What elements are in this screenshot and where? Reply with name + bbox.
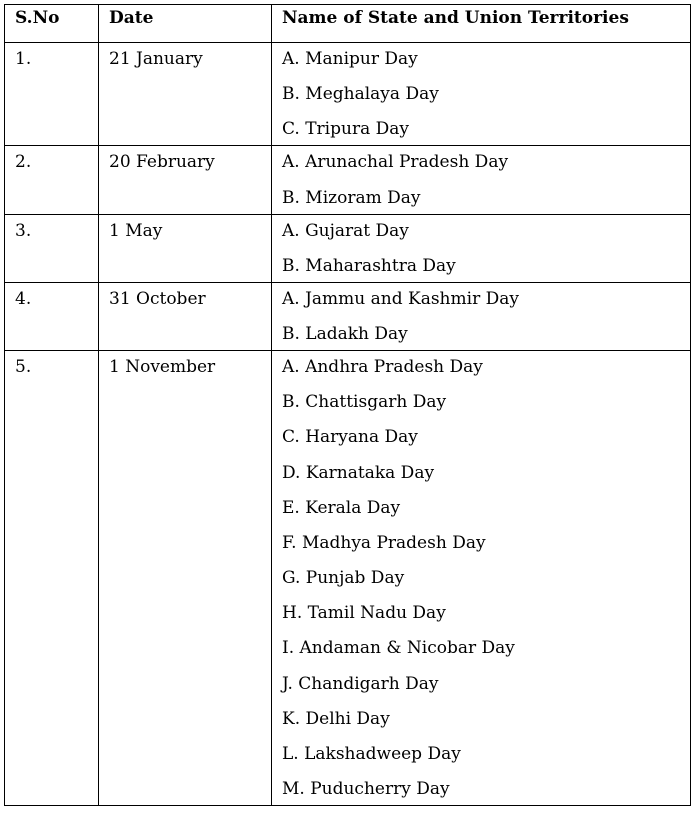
sno-value: 4. — [15, 288, 32, 309]
cell-names — [272, 350, 691, 805]
header-row — [5, 5, 691, 43]
name-item: A. Manipur Day — [282, 49, 418, 69]
table-row — [5, 43, 691, 146]
name-item: A. Arunachal Pradesh Day — [282, 152, 509, 173]
name-item: G. Punjab Day — [282, 568, 405, 589]
table-body — [5, 43, 691, 806]
name-item: J. Chandigarh Day — [282, 673, 439, 694]
cell-date — [99, 146, 272, 214]
name-item: A. Jammu and Kashmir Day — [282, 288, 519, 309]
name-item: B. Mizoram Day — [282, 187, 421, 208]
name-item: K. Delhi Day — [282, 708, 390, 729]
cell-names — [272, 282, 691, 350]
name-item: B. Maharashtra Day — [282, 255, 456, 276]
name-item: F. Madhya Pradesh Day — [282, 532, 486, 553]
sno-value: 2. — [15, 152, 32, 173]
state-foundation-days-table — [4, 4, 691, 806]
sno-value: 1. — [15, 49, 32, 69]
cell-names — [272, 214, 691, 282]
cell-sno — [5, 43, 99, 146]
cell-names — [272, 43, 691, 146]
name-item: B. Meghalaya Day — [282, 84, 439, 105]
cell-date — [99, 282, 272, 350]
date-value: 20 February — [109, 152, 215, 173]
name-item: B. Chattisgarh Day — [282, 392, 447, 413]
name-item: H. Tamil Nadu Day — [282, 603, 446, 624]
table-row — [5, 214, 691, 282]
name-item: I. Andaman & Nicobar Day — [282, 638, 515, 659]
cell-date — [99, 214, 272, 282]
cell-names — [272, 146, 691, 214]
cell-sno — [5, 282, 99, 350]
name-item: L. Lakshadweep Day — [282, 744, 461, 764]
table-row — [5, 282, 691, 350]
date-value: 1 November — [109, 356, 216, 377]
date-value: 31 October — [109, 288, 206, 309]
sno-value: 3. — [15, 220, 32, 241]
cell-sno — [5, 146, 99, 214]
cell-date — [99, 43, 272, 146]
table-row — [5, 350, 691, 805]
name-item: C. Haryana Day — [282, 427, 418, 448]
header-sno: S.No — [5, 5, 99, 43]
name-item: D. Karnataka Day — [282, 462, 435, 483]
cell-sno — [5, 350, 99, 805]
table-header — [5, 5, 691, 43]
name-item: A. Gujarat Day — [282, 220, 409, 241]
header-date: Date — [99, 5, 272, 43]
cell-sno — [5, 214, 99, 282]
name-item: M. Puducherry Day — [282, 779, 450, 800]
name-item: E. Kerala Day — [282, 497, 401, 518]
name-item: A. Andhra Pradesh Day — [282, 356, 483, 377]
cell-date — [99, 350, 272, 805]
name-item: C. Tripura Day — [282, 119, 409, 140]
name-item: B. Ladakh Day — [282, 323, 408, 344]
header-names: Name of State and Union Territories — [272, 5, 691, 43]
date-value: 21 January — [109, 49, 203, 69]
sno-value: 5. — [15, 356, 32, 377]
date-value: 1 May — [109, 220, 163, 241]
table-row — [5, 146, 691, 214]
